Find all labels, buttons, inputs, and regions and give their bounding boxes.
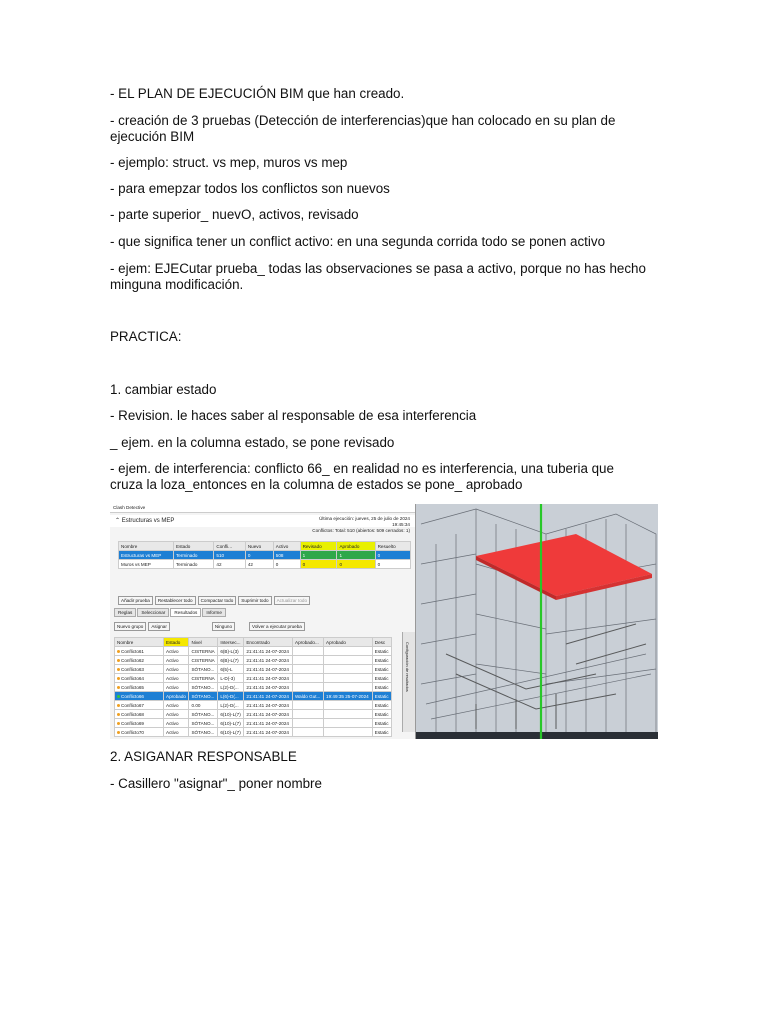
cell	[324, 647, 373, 656]
table-row[interactable]	[115, 656, 392, 665]
new-group-button[interactable]: Nuevo grupo	[114, 622, 146, 631]
cell: 0	[245, 551, 273, 560]
tests-header-row	[119, 542, 411, 551]
cell	[293, 728, 324, 737]
tab-seleccionar[interactable]: Seleccionar	[137, 608, 169, 617]
cell	[324, 683, 373, 692]
table-row[interactable]	[115, 683, 392, 692]
clash-detective-screenshot	[110, 504, 658, 739]
window-title-bar	[110, 504, 415, 513]
results-toolbar	[114, 622, 305, 631]
results-header-row	[115, 638, 392, 647]
cell: L(6)-D(...	[218, 692, 244, 701]
cell: 0.00	[189, 701, 218, 710]
run-info	[300, 516, 410, 534]
cell	[115, 665, 164, 674]
status-dot-icon	[117, 650, 120, 653]
cell: 21:41:41 24-07-2024	[244, 728, 293, 737]
cell: SÓTANO...	[189, 683, 218, 692]
heading-asignar-responsable: 2. ASIGANAR RESPONSABLE	[110, 749, 297, 764]
cell: 6(10)-L(7)	[218, 710, 244, 719]
tab-bar	[114, 608, 226, 617]
cell: 42	[214, 560, 245, 569]
col-conflictos[interactable]: Confli...	[214, 542, 245, 551]
test-buttons	[118, 596, 310, 605]
cell: Estatic	[372, 665, 391, 674]
paragraph-conflict-activo: - que significa tener un conflict activo: en una segunda corrida todo se ponen activo	[110, 234, 606, 249]
cell	[293, 665, 324, 674]
table-row[interactable]	[115, 710, 392, 719]
result-name: Conflicto70	[121, 729, 144, 735]
paragraph-parte-superior: - parte superior_ nuevO, activos, revisado	[110, 207, 359, 222]
cell: 6(10)-L(7)	[218, 719, 244, 728]
cell	[115, 683, 164, 692]
result-name: Conflicto68	[121, 711, 144, 717]
table-row[interactable]	[115, 647, 392, 656]
tab-informe[interactable]: Informe	[202, 608, 226, 617]
cell	[293, 701, 324, 710]
table-row[interactable]	[115, 665, 392, 674]
table-row[interactable]	[115, 719, 392, 728]
cell: 21:41:41 24-07-2024	[244, 656, 293, 665]
col-aprobado[interactable]: Aprobado	[324, 638, 373, 647]
col-resuelto[interactable]: Resuelto	[375, 542, 410, 551]
col-descripcion[interactable]: Desc	[372, 638, 391, 647]
cell: 21:41:41 24-07-2024	[244, 647, 293, 656]
cell: Estatic	[372, 710, 391, 719]
status-dot-icon	[117, 695, 120, 698]
table-row[interactable]	[115, 701, 392, 710]
cell: 0	[273, 560, 300, 569]
status-dot-icon	[117, 677, 120, 680]
result-name: Conflicto66	[121, 693, 144, 699]
cell: Terminado	[174, 560, 214, 569]
col-aprobado-por[interactable]: Aprobado...	[293, 638, 324, 647]
cell: Muros vs MEP	[119, 560, 174, 569]
cell: 510	[214, 551, 245, 560]
tab-resultados[interactable]: Resultados	[170, 608, 201, 617]
cell	[293, 719, 324, 728]
window-title: Clash Detective	[113, 505, 146, 510]
col-aprobado[interactable]: Aprobado	[337, 542, 375, 551]
cell	[115, 710, 164, 719]
cell: Estatic	[372, 656, 391, 665]
cell	[324, 656, 373, 665]
cell: Activo	[164, 665, 189, 674]
test-name: ⌃ Estructuras vs MEP	[115, 518, 175, 524]
paragraph-ejemplo: - ejemplo: struct. vs mep, muros vs mep	[110, 155, 348, 170]
result-name: Conflicto61	[121, 648, 144, 654]
cell	[324, 710, 373, 719]
cell: Activo	[164, 710, 189, 719]
cell: L(2)-D(...	[218, 701, 244, 710]
assign-button[interactable]: Asignar	[148, 622, 170, 631]
test-header	[110, 515, 415, 533]
cell: Estatic	[372, 647, 391, 656]
cell	[293, 647, 324, 656]
cell: Estructuras vs MEP	[119, 551, 174, 560]
cell	[293, 683, 324, 692]
cell	[115, 647, 164, 656]
side-panel-label: Configuración de resultados	[405, 642, 410, 692]
cell	[115, 656, 164, 665]
heading-practica: PRACTICA:	[110, 329, 182, 344]
cell: 0	[337, 560, 375, 569]
scene-foot-bar	[416, 732, 658, 739]
paragraph-plan-bim: - EL PLAN DE EJECUCIÓN BIM que han creado.	[110, 86, 405, 101]
rerun-test-button[interactable]: Volver a ejecutar prueba	[249, 622, 305, 631]
cell: SÓTANO...	[189, 728, 218, 737]
cell: 0	[375, 560, 410, 569]
cell	[293, 710, 324, 719]
cell: CISTERNA	[189, 647, 218, 656]
test-row[interactable]	[119, 560, 411, 569]
table-row[interactable]	[115, 692, 392, 701]
status-dot-icon	[117, 686, 120, 689]
paragraph-revisado: _ ejem. en la columna estado, se pone revisado	[110, 435, 395, 450]
status-dot-icon	[117, 731, 120, 734]
cell: CISTERNA	[189, 674, 218, 683]
cell	[293, 674, 324, 683]
cell	[324, 674, 373, 683]
result-name: Conflicto62	[121, 657, 144, 663]
update-all-button[interactable]: Actualizar todo	[274, 596, 310, 605]
table-row[interactable]	[115, 674, 392, 683]
cell	[293, 656, 324, 665]
cell: SÓTANO...	[189, 692, 218, 701]
col-encontrado[interactable]: Encontrado	[244, 638, 293, 647]
cell: Activo	[164, 656, 189, 665]
cell: Terminado	[174, 551, 214, 560]
col-estado[interactable]: Estado	[174, 542, 214, 551]
delete-all-button[interactable]: Suprimir todo	[238, 596, 271, 605]
col-interseccion[interactable]: Intersec...	[218, 638, 244, 647]
cell	[324, 719, 373, 728]
cell	[115, 728, 164, 737]
cell: SÓTANO...	[189, 719, 218, 728]
cell: 0	[300, 560, 337, 569]
cell: Estatic	[372, 674, 391, 683]
cell: 6(B)-L(7)	[218, 656, 244, 665]
paragraph-cambiar-estado: 1. cambiar estado	[110, 382, 217, 397]
last-run: Última ejecución: jueves, 25 de julio de 2024 19:45:34	[319, 516, 410, 527]
cell: 508	[273, 551, 300, 560]
col-nivel[interactable]: Nivel	[189, 638, 218, 647]
cell: Activo	[164, 701, 189, 710]
status-dot-icon	[117, 722, 120, 725]
cell: 21:41:41 24-07-2024	[244, 701, 293, 710]
tab-reglas[interactable]: Reglas	[114, 608, 136, 617]
col-nombre[interactable]: Nombre	[115, 638, 164, 647]
cell: 6(B)-L(3)	[218, 647, 244, 656]
result-name: Conflicto67	[121, 702, 144, 708]
paragraph-revision: - Revision. le haces saber al responsable de esa interferencia	[110, 408, 477, 423]
cell	[324, 665, 373, 674]
status-dot-icon	[117, 704, 120, 707]
col-nuevo[interactable]: Nuevo	[245, 542, 273, 551]
cell: Estatic	[372, 701, 391, 710]
result-name: Conflicto64	[121, 675, 144, 681]
cell: Activo	[164, 728, 189, 737]
results-table	[114, 637, 392, 737]
cell: SÓTANO...	[189, 665, 218, 674]
test-row[interactable]	[119, 551, 411, 560]
cell: 21:41:41 24-07-2024	[244, 719, 293, 728]
cell: 0	[375, 551, 410, 560]
none-dropdown[interactable]: Ninguno	[212, 622, 235, 631]
cell: 21:41:41 24-07-2024	[244, 692, 293, 701]
cell: 19:49:35 25-07-2024	[324, 692, 373, 701]
paragraph-casillero-asignar: - Casillero "asignar"_ poner nombre	[110, 776, 322, 791]
reset-all-button[interactable]: Restablecer todo	[155, 596, 196, 605]
cell: Activo	[164, 647, 189, 656]
cell: L(2)-D(...	[218, 683, 244, 692]
status-dot-icon	[117, 659, 120, 662]
3d-model-view[interactable]	[416, 504, 658, 739]
table-row[interactable]	[115, 728, 392, 737]
result-name: Conflicto63	[121, 666, 144, 672]
cell	[115, 692, 164, 701]
cell: Waldo Gut...	[293, 692, 324, 701]
clash-detective-panel	[110, 504, 416, 739]
cell: Estatic	[372, 728, 391, 737]
cell	[324, 728, 373, 737]
cell: 21:41:41 24-07-2024	[244, 674, 293, 683]
cell: Activo	[164, 674, 189, 683]
result-name: Conflicto69	[121, 720, 144, 726]
cell	[115, 719, 164, 728]
result-name: Conflicto65	[121, 684, 144, 690]
add-test-button[interactable]: Añadir prueba	[118, 596, 153, 605]
results-settings-panel[interactable]	[402, 632, 415, 732]
scene-background	[416, 504, 658, 739]
paragraph-nuevos: - para emepzar todos los conflictos son nuevos	[110, 181, 390, 196]
col-activo[interactable]: Activo	[273, 542, 300, 551]
paragraph-pruebas: - creación de 3 pruebas (Detección de interferencias)que han colocado en su plan de ejecución BIM	[110, 113, 616, 144]
cell: 21:41:41 24-07-2024	[244, 710, 293, 719]
compact-all-button[interactable]: Compactar todo	[198, 596, 237, 605]
cell: 1	[300, 551, 337, 560]
col-nombre[interactable]: Nombre	[119, 542, 174, 551]
cell: CISTERNA	[189, 656, 218, 665]
cell: SÓTANO...	[189, 710, 218, 719]
tests-table	[118, 541, 411, 569]
cell: 21:41:41 24-07-2024	[244, 665, 293, 674]
cell: Estatic	[372, 692, 391, 701]
cell: 6(10)-L(7)	[218, 728, 244, 737]
cell: Estatic	[372, 683, 391, 692]
cell	[115, 674, 164, 683]
cell: 21:41:41 24-07-2024	[244, 683, 293, 692]
cell: 42	[245, 560, 273, 569]
cell: Activo	[164, 683, 189, 692]
status-dot-icon	[117, 668, 120, 671]
cell	[324, 701, 373, 710]
cell: Aprobado	[164, 692, 189, 701]
col-revisado[interactable]: Revisado	[300, 542, 337, 551]
paragraph-conflicto-66: - ejem. de interferencia: conflicto 66_ en realidad no es interferencia, una tuberia que cruza la loza_entonces en la columna de estados se pone_ aprobado	[110, 461, 614, 492]
status-dot-icon	[117, 713, 120, 716]
conflict-summary: Conflictos: Total: 510 (abiertos: 509 cerrados: 1)	[312, 528, 410, 533]
paragraph-ejecutar: - ejem: EJECutar prueba_ todas las observaciones se pasa a activo, porque no has hecho minguna modificación.	[110, 261, 646, 292]
cell	[115, 701, 164, 710]
cell: Activo	[164, 719, 189, 728]
cell: 6(5)-L	[218, 665, 244, 674]
col-estado[interactable]: Estado	[164, 638, 189, 647]
cell: Estatic	[372, 719, 391, 728]
cell: L-D(-3)	[218, 674, 244, 683]
cell: 1	[337, 551, 375, 560]
